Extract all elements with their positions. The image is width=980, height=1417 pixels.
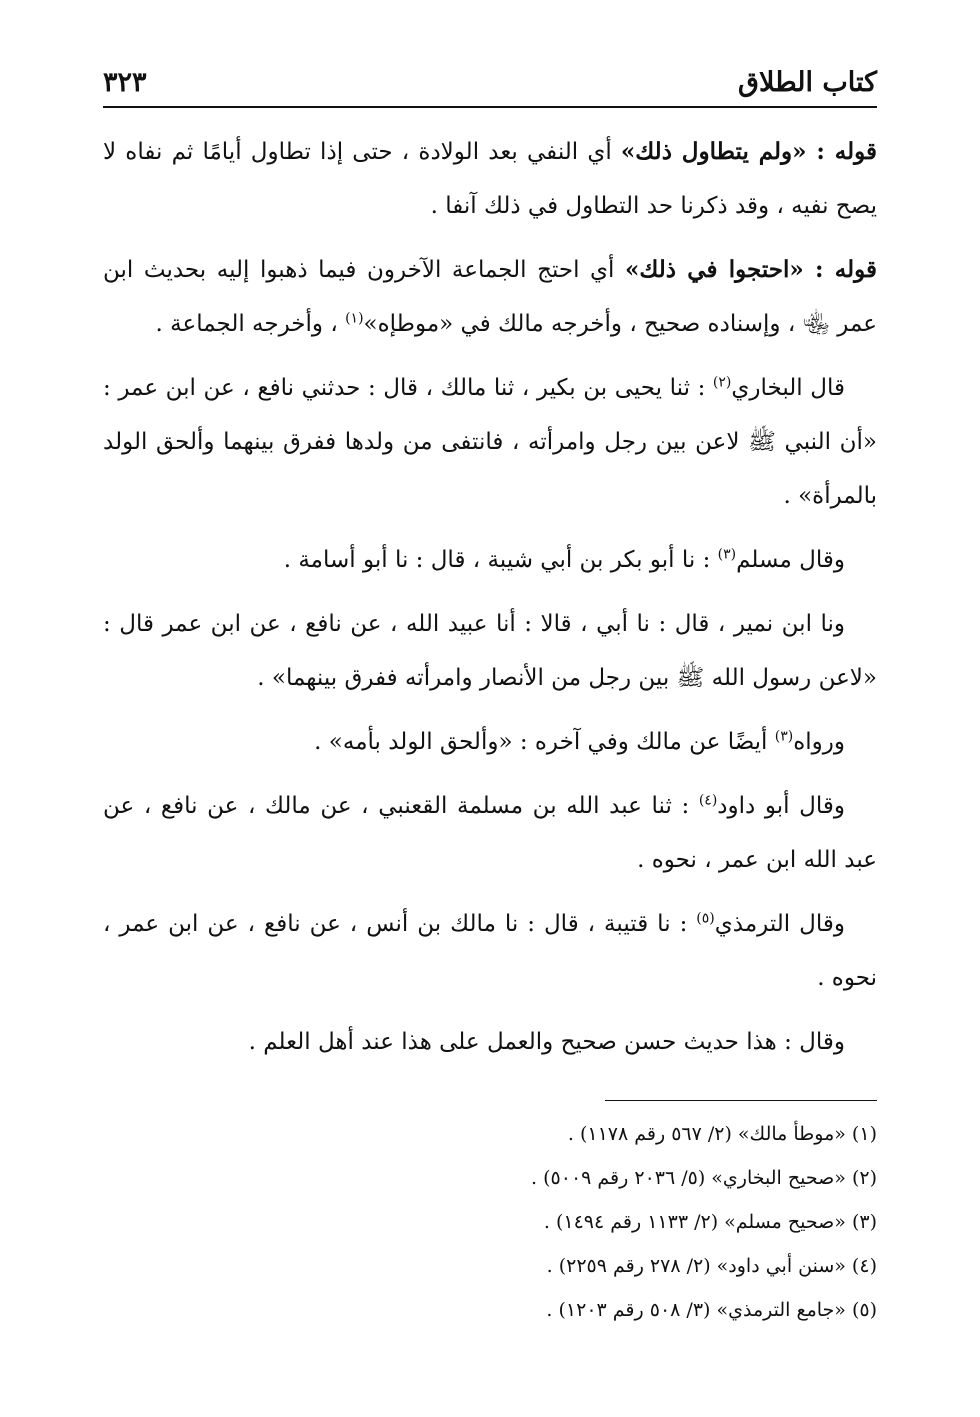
paragraph-2-text-cont: ، وأخرجه الجماعة .	[155, 311, 346, 337]
paragraph-7-text-cont: : ثنا عبد الله بن مسلمة القعنبي ، عن مالك ، عن نافع ، عن عبد الله ابن عمر ، نحوه .	[103, 793, 877, 873]
paragraph-6-text-cont: أيضًا عن مالك وفي آخره : «وألحق الولد بأمه» .	[314, 729, 775, 755]
footnote-ref-4: (٤)	[698, 792, 718, 809]
paragraph-5-text: ونا ابن نمير ، قال : نا أبي ، قالا : أنا عبيد الله ، عن نافع ، عن ابن عمر قال : «لاعن رسول الله ﷺ بين رجل من الأنصار وامرأته ففرق بينهما» .	[103, 611, 877, 691]
paragraph-1	[103, 125, 877, 233]
footnote-divider	[605, 1100, 877, 1101]
footnote-1: (١) «موطأ مالك» (٢/ ٥٦٧ رقم ١١٧٨) .	[567, 1123, 877, 1145]
header-divider	[103, 106, 877, 108]
page-header	[103, 58, 877, 98]
paragraph-1-text: أي النفي بعد الولادة ، حتى إذا تطاول أيامًا ثم نفاه لا يصح نفيه ، وقد ذكرنا حد التطاول في ذلك آنفا .	[103, 139, 877, 219]
footnote-4: (٤) «سنن أبي داود» (٢/ ٢٧٨ رقم ٢٢٥٩) .	[546, 1255, 877, 1277]
footnote-2: (٢) «صحيح البخاري» (٥/ ٢٠٣٦ رقم ٥٠٠٩) .	[531, 1167, 877, 1189]
footnote-ref-3b: (٣)	[774, 728, 794, 745]
paragraph-9	[103, 1015, 877, 1069]
paragraph-4	[103, 533, 877, 587]
paragraph-2	[103, 243, 877, 351]
paragraph-8-text: وقال الترمذي	[714, 911, 845, 937]
paragraph-2-label: قوله : «احتجوا في ذلك»	[625, 256, 878, 283]
paragraph-2-text: أي احتج الجماعة الآخرون فيما ذهبوا إليه بحديث ابن عمر ﵄ ، وإسناده صحيح ، وأخرجه مالك في «موطإه»	[103, 257, 877, 337]
paragraph-9-text: وقال : هذا حديث حسن صحيح والعمل على هذا عند أهل العلم .	[248, 1029, 845, 1055]
paragraph-8	[103, 897, 877, 1005]
paragraph-7	[103, 779, 877, 887]
footnote-ref-5: (٥)	[696, 910, 715, 927]
paragraph-3-text: قال البخاري	[731, 375, 845, 401]
paragraph-6	[103, 715, 877, 769]
paragraph-6-text: ورواه	[793, 729, 845, 755]
paragraph-4-text: وقال مسلم	[736, 547, 845, 573]
paragraph-3	[103, 361, 877, 523]
footnote-ref-2: (٢)	[712, 374, 732, 391]
footnote-3: (٣) «صحيح مسلم» (٢/ ١١٣٣ رقم ١٤٩٤) .	[543, 1211, 877, 1233]
paragraph-1-label: قوله : «ولم يتطاول ذلك»	[620, 138, 877, 165]
paragraph-8-text-cont: : نا قتيبة ، قال : نا مالك بن أنس ، عن نافع ، عن ابن عمر ، نحوه .	[103, 911, 877, 991]
running-title: كتاب الطلاق	[738, 67, 877, 98]
main-text	[103, 125, 877, 1079]
page-number: ٣٢٣	[103, 67, 147, 98]
footnotes	[103, 1112, 877, 1332]
footnote-ref-3: (٣)	[717, 546, 737, 563]
paragraph-5	[103, 597, 877, 705]
paragraph-3-text-cont: : ثنا يحيى بن بكير ، ثنا مالك ، قال : حدثني نافع ، عن ابن عمر : «أن النبي ﷺ لاعن بين رجل وامرأته ، فانتفى من ولدها ففرق بينهما وألحق الولد بالمرأة» .	[103, 375, 877, 509]
footnote-5: (٥) «جامع الترمذي» (٣/ ٥٠٨ رقم ١٢٠٣) .	[546, 1299, 877, 1321]
paragraph-7-text: وقال أبو داود	[717, 793, 845, 819]
paragraph-4-text-cont: : نا أبو بكر بن أبي شيبة ، قال : نا أبو أسامة .	[283, 547, 718, 573]
footnote-ref-1: (١)	[345, 310, 364, 327]
